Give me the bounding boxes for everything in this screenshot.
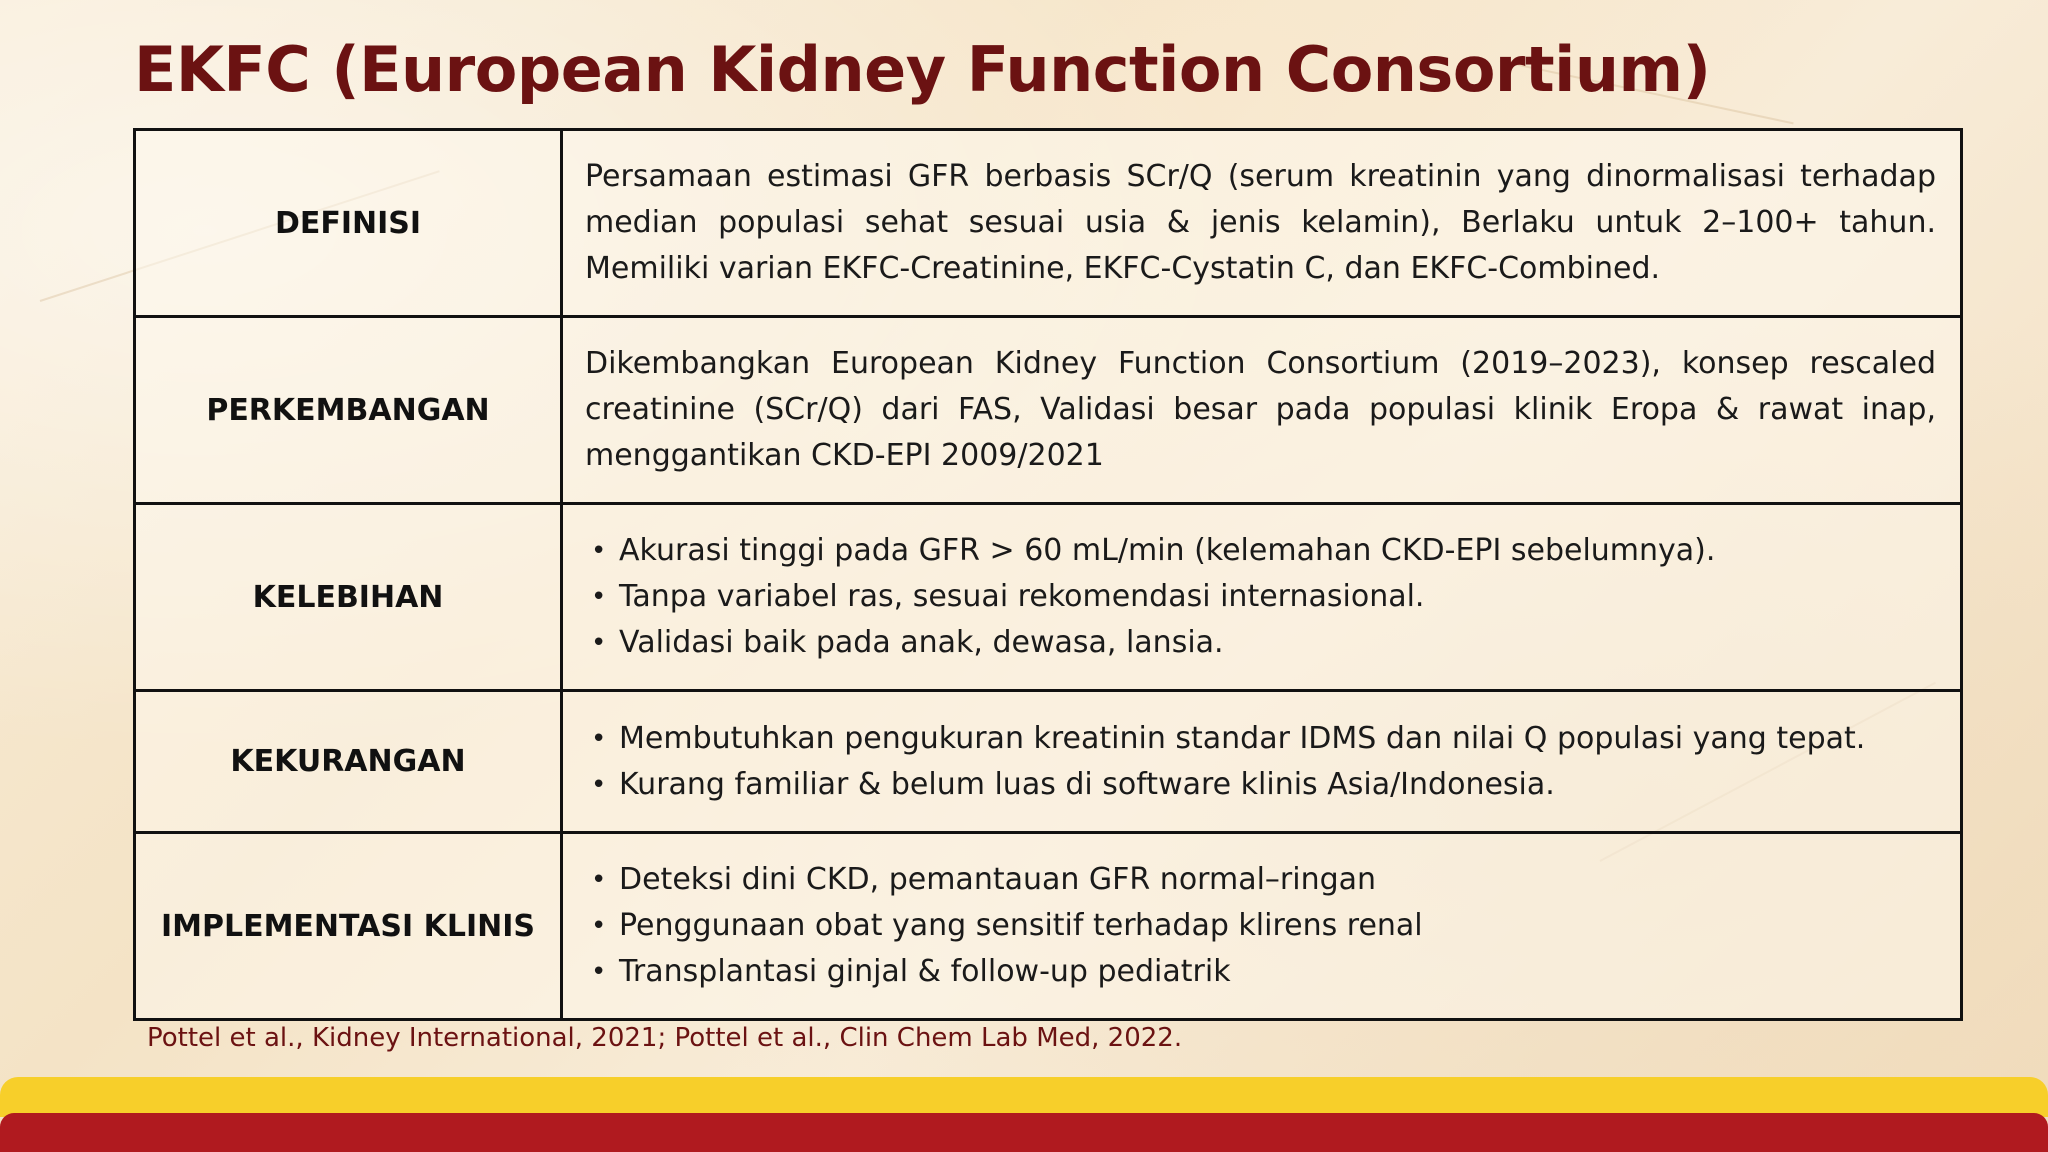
bullet-item: • Akurasi tinggi pada GFR > 60 mL/min (kelemahan CKD-EPI sebelumnya). [619,528,1936,574]
bullet-list [585,528,1936,666]
row-label: IMPLEMENTASI KLINIS [135,833,562,1020]
row-content [562,691,1962,833]
table-row-implementasi-klinis [135,833,1962,1020]
bullet-list [585,857,1936,995]
bullet-item: • Membutuhkan pengukuran kreatinin standar IDMS dan nilai Q populasi yang tepat. [619,716,1936,762]
footer-band-yellow [0,1077,2048,1117]
row-label: DEFINISI [135,130,562,317]
row-label: PERKEMBANGAN [135,317,562,504]
row-content [562,833,1962,1020]
row-content [562,504,1962,691]
row-text: Dikembangkan European Kidney Function Consortium (2019–2023), konsep rescaled creatinine (SCr/Q) dari FAS, Validasi besar pada populasi klinik Eropa & rawat inap, menggantikan CKD-EPI 2009/2021 [585,346,1936,473]
table-row-kekurangan [135,691,1962,833]
row-text: Persamaan estimasi GFR berbasis SCr/Q (serum kreatinin yang dinormalisasi terhadap median populasi sehat sesuai usia & jenis kelamin), Berlaku untuk 2–100+ tahun. Memiliki varian EKFC-Creatinine, EKFC-Cystatin C, dan EKFC-Combined. [585,159,1936,286]
row-label: KELEBIHAN [135,504,562,691]
row-label: KEKURANGAN [135,691,562,833]
bullet-item: • Deteksi dini CKD, pemantauan GFR normal–ringan [619,857,1936,903]
bullet-item: • Kurang familiar & belum luas di software klinis Asia/Indonesia. [619,762,1936,808]
bullet-item: • Penggunaan obat yang sensitif terhadap klirens renal [619,903,1936,949]
bullet-item: • Validasi baik pada anak, dewasa, lansia. [619,620,1936,666]
slide-title: EKFC (European Kidney Function Consortium) [134,33,1711,106]
info-table [133,128,1963,1021]
bullet-item: • Tanpa variabel ras, sesuai rekomendasi internasional. [619,574,1936,620]
bullet-list [585,716,1936,808]
citation-text: Pottel et al., Kidney International, 2021; Pottel et al., Clin Chem Lab Med, 2022. [147,1023,1183,1053]
footer-band-red [0,1113,2048,1152]
table-row-kelebihan [135,504,1962,691]
row-content [562,130,1962,317]
bullet-item: • Transplantasi ginjal & follow-up pediatrik [619,949,1936,995]
row-content [562,317,1962,504]
table-row-definisi [135,130,1962,317]
table-row-perkembangan [135,317,1962,504]
